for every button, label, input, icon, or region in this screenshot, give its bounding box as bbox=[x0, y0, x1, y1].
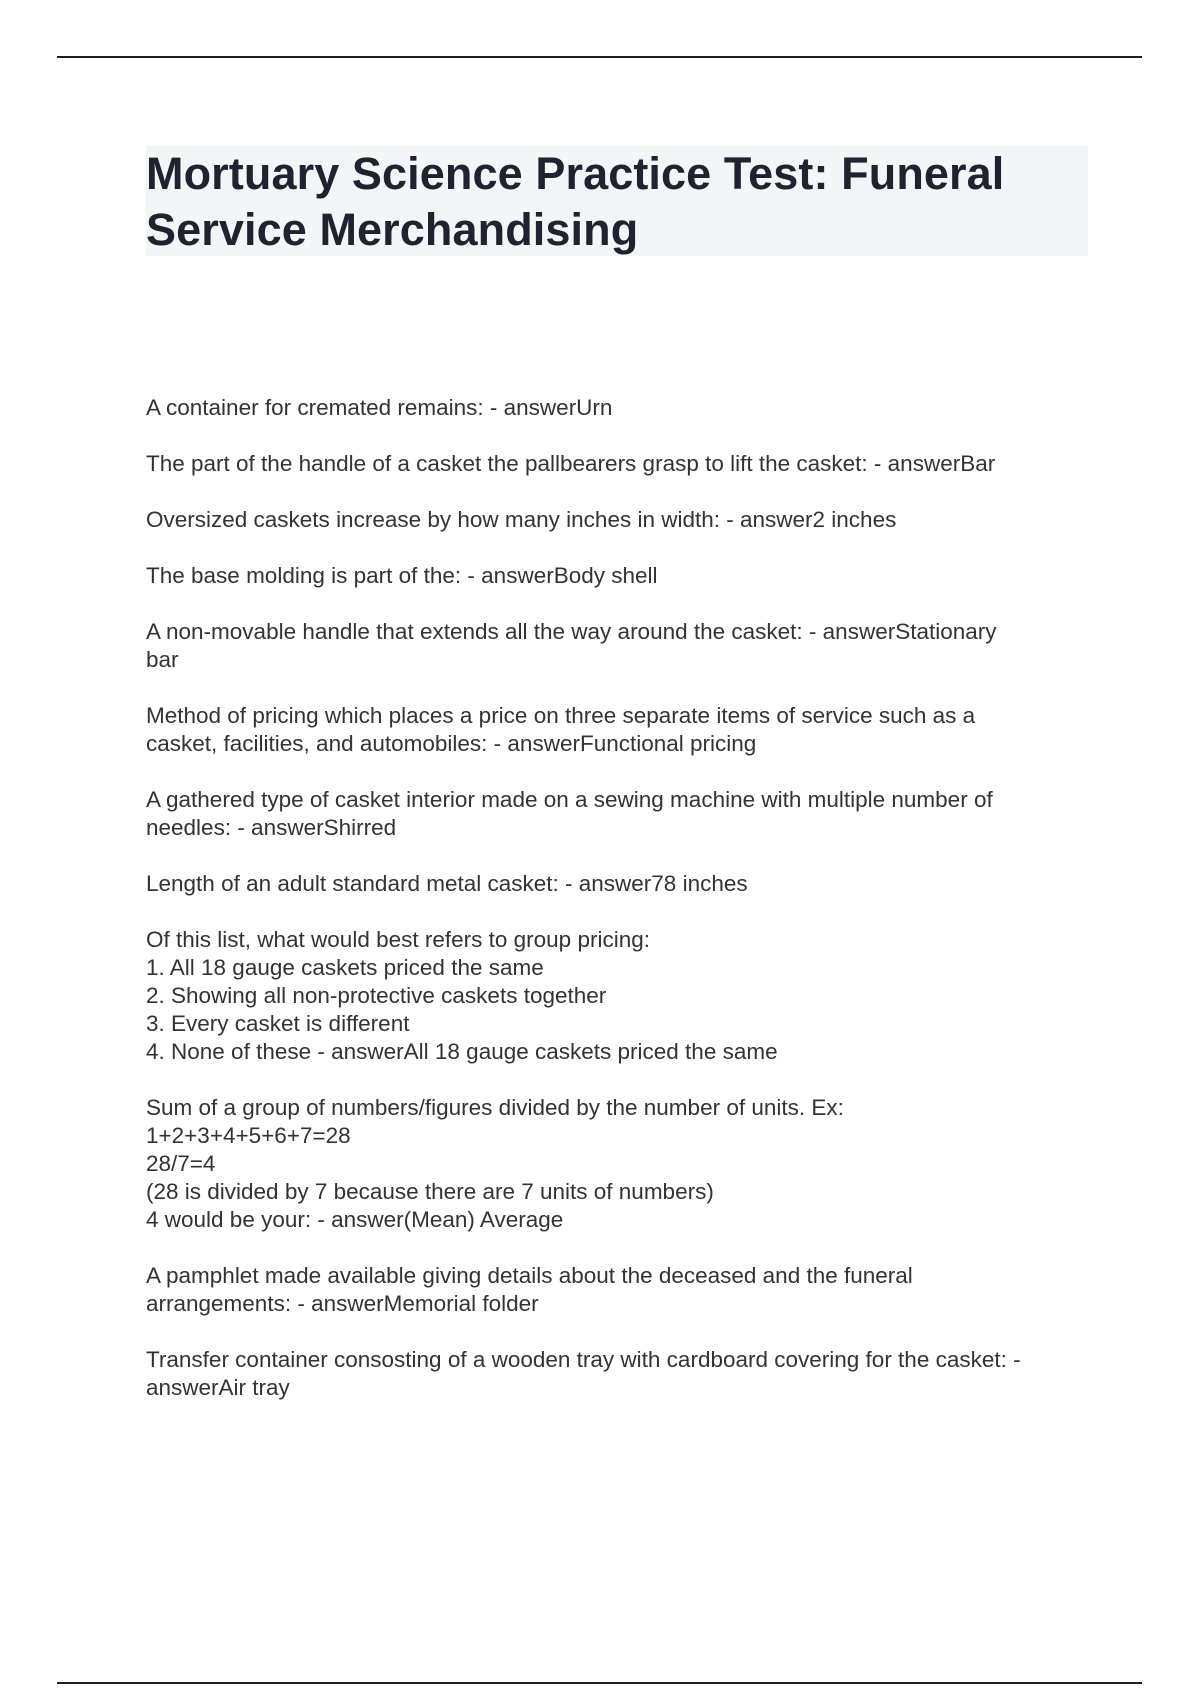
qa-item: A pamphlet made available giving details about the deceased and the funeral arrangements: - answerMemorial folder bbox=[146, 1263, 913, 1316]
qa-item: The base molding is part of the: - answerBody shell bbox=[146, 563, 658, 588]
qa-item: Length of an adult standard metal casket: - answer78 inches bbox=[146, 871, 748, 896]
qa-item: Of this list, what would best refers to group pricing: 1. All 18 gauge caskets priced the same 2. Showing all non-protective caskets together 3. Every casket is different 4. None of these - answerAll 18 gauge caskets priced the same bbox=[146, 927, 778, 1064]
qa-item: A gathered type of casket interior made on a sewing machine with multiple number of needles: - answerShirred bbox=[146, 787, 993, 840]
bottom-rule bbox=[57, 1682, 1142, 1684]
qa-item: Transfer container consosting of a wooden tray with cardboard covering for the casket: - answerAir tray bbox=[146, 1347, 1021, 1400]
qa-item: The part of the handle of a casket the pallbearers grasp to lift the casket: - answerBar bbox=[146, 451, 996, 476]
qa-list bbox=[146, 394, 1096, 1430]
qa-item: A container for cremated remains: - answerUrn bbox=[146, 395, 613, 420]
page-title: Mortuary Science Practice Test: Funeral Service Merchandising bbox=[146, 148, 1005, 255]
title-block bbox=[146, 146, 1088, 256]
qa-item: Oversized caskets increase by how many inches in width: - answer2 inches bbox=[146, 507, 897, 532]
qa-item: Sum of a group of numbers/figures divided by the number of units. Ex: 1+2+3+4+5+6+7=28 28/7=4 (28 is divided by 7 because there are 7 units of numbers) 4 would be your: - answer(Mean) Average bbox=[146, 1095, 844, 1232]
qa-item: A non-movable handle that extends all the way around the casket: - answerStationary bar bbox=[146, 619, 997, 672]
qa-item: Method of pricing which places a price on three separate items of service such as a casket, facilities, and automobiles: - answerFunctional pricing bbox=[146, 703, 976, 756]
top-rule bbox=[57, 56, 1142, 58]
